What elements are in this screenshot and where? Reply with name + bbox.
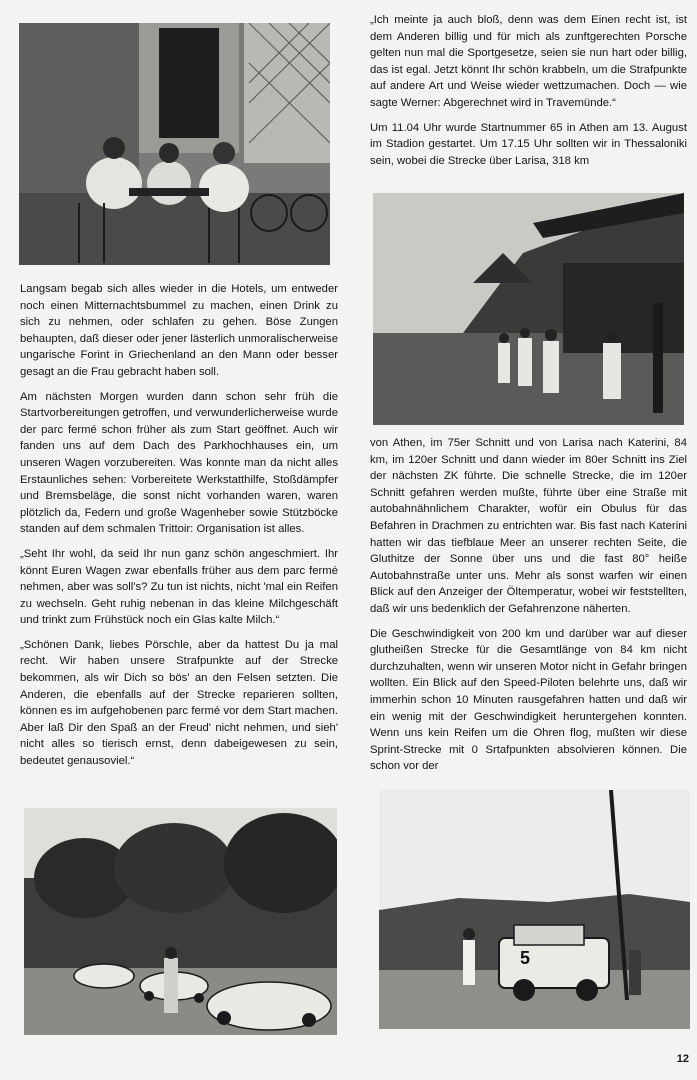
column-right-bottom [370, 435, 687, 783]
paragraph: „Ich meinte ja auch bloß, denn was dem Einen recht ist, ist dem Anderen billig und für mich als zunftgerechten Porsche gelten nun mal die Sportgesetze, seien sie nun hart oder billig, das ist egal. Jetzt könnt Ihr schön krabbeln, um die Strafpunkte auf andere Art und Weise wieder wettzumachen. Doch — wie sagte Werner: Abgerechnet wird in Travemünde.“ [370, 14, 687, 109]
column-right-top [370, 12, 687, 177]
paragraph: „Seht Ihr wohl, da seid Ihr nun ganz schön angeschmiert. Ihr könnt Euren Wagen zwar ebenfalls früher aus dem parc fermé nehmen, aber was soll's? Zu tun ist nichts, nicht 'mal ein Reifen zu wechseln. Geht ruhig nebenan in das kleine Milchgeschäft und trinkt zum Frühstück noch ein Glas kalte Milch.“ [20, 547, 338, 627]
paragraph: Am nächsten Morgen wurden dann schon sehr früh die Startvorbereitungen getroffen, und verwunderlicherweise wurde der parc fermé schon früher als zum Start geöffnet. Auch wir fanden uns auf dem Dach des Parkhochhauses ein, um unseren Wagen vorzubereiten. Was konnte man da nicht alles Erstaunliches sehen: Vorbereitete Werkstatthilfe, Stoßdämpfer und Bremsbeläge, die sonst nicht vorhanden waren, waren plötzlich da, Federn und große Wagenheber sowie Stützböcke standen auf dem schmalen Trittoir: Organisation ist alles. [20, 390, 338, 536]
photo-cars-icon [24, 808, 337, 1035]
photo-cars [24, 808, 337, 1035]
photo-taverna [19, 23, 330, 265]
paragraph: Langsam begab sich alles wieder in die Hotels, um entweder noch einen Mitternachtsbummel zu machen, einen Drink zu sich zu nehmen, oder schlafen zu gehen. Böse Zungen behaupten, daß dieser oder jener lästerlich unmoralischerweise ungarische Forint in Griechenland an den Mann oder besser gesagt an die Frau gebracht haben soll. [20, 283, 338, 378]
photo-rally-icon [379, 790, 690, 1029]
page-number: 12 [676, 1053, 689, 1065]
rally-car-number: 5 [520, 948, 531, 968]
paragraph: Die Geschwindigkeit von 200 km und darüber war auf dieser glutheißen Strecke für die Gesamtlänge von 84 km nicht durchzuhalten, wenn wir unseren Motor nicht in Gefahr bringen wollten. Ein Blick auf den Speed-Piloten belehrte uns, daß wir immerhin schon 10 Minuten rausgefahren hatten und daß wir ein wenig mit der Geschwindigkeit heruntergehen konnten. Wenn uns kein Reifen um die Ohren flog, mußten wir diese Sprint-Strecke mit 0 Srtafpunkten absolvieren können. Die schon vor der [370, 627, 687, 773]
paragraph: Um 11.04 Uhr wurde Startnummer 65 in Athen am 13. August im Stadion gestartet. Um 17.15 Uhr sollten wir in Thessaloniki sein, wobei die Strecke über Larisa, 318 km [370, 121, 687, 167]
photo-taverna-icon [19, 23, 330, 265]
column-left [20, 281, 338, 778]
photo-rally [379, 790, 690, 1029]
photo-street [373, 193, 684, 425]
paragraph: „Schönen Dank, liebes Pörschle, aber da hattest Du ja mal recht. Wir haben unsere Strafpunkte auf der Strecke bekommen, als wir Dich so bös' an den Felsen setzten. Die Anderen, die ebenfalls auf der Strecke reparieren sollten, können es im aufgehobenen parc fermé vor dem Start machen. Aber laß Dir den Spaß an der Freud' nicht nehmen, und sieh' nicht alles so tierisch ernst, denn dabeigewesen zu sein, bedeutet genausoviel.“ [20, 638, 338, 768]
photo-street-icon [373, 193, 684, 425]
paragraph: von Athen, im 75er Schnitt und von Larisa nach Katerini, 84 km, im 120er Schnitt und dann wieder im 80er Schnitt ins Ziel der nächsten ZK führte. Die schnelle Strecke, die im 120er Schnitt gefahren werden mußte, führte über eine Straße mit autobahnähnlichem Charakter, wofür ein Obulus für das Befahren in Drachmen zu entrichten war. Bis fast nach Katerini hatten wir das tiefblaue Meer an unserer rechten Seite, die Gluthitze der Sonne über uns und die fast 80° heiße Autobahnstraße unter uns. Mehr als sonst warfen wir einen Blick auf den Anzeiger der Öltemperatur, wobei wir feststellten, daß wir uns bedenklich der Gefahrenzone näherten. [370, 437, 687, 615]
